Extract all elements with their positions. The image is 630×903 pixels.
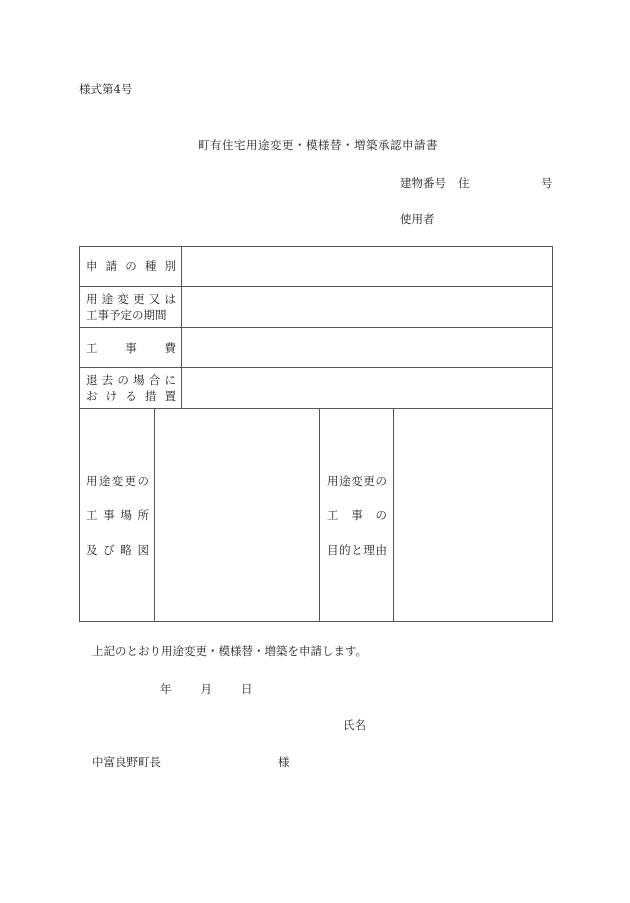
user-label: 使用者	[400, 212, 435, 226]
row-divider	[79, 327, 553, 328]
table-border-bottom	[79, 621, 553, 622]
label-vacate-measures-line2: お け る 措 置	[86, 389, 176, 403]
column-divider	[154, 408, 155, 622]
column-divider	[393, 408, 394, 622]
table-border-left	[79, 246, 80, 622]
building-unit-label: 号	[541, 176, 553, 190]
label-purpose-line2: 工 事 の	[327, 508, 387, 522]
label-construction-cost: 工 事 費	[86, 341, 176, 355]
document-title: 町有住宅用途変更・模様替・増築承認申請書	[198, 138, 438, 152]
label-work-location-line3: 及 び 略 図	[86, 543, 149, 557]
application-statement: 上記のとおり用途変更・模様替・増築を申請します。	[92, 644, 368, 658]
building-address-label: 住	[458, 176, 470, 190]
label-application-type: 申 請 の 種 別	[86, 259, 176, 273]
row-divider	[79, 367, 553, 368]
row-divider	[79, 408, 553, 409]
label-work-location-line2: 工 事 場 所	[86, 508, 149, 522]
addressee: 中富良野町長	[92, 755, 161, 769]
applicant-name-label: 氏名	[343, 718, 366, 732]
label-column-divider	[181, 246, 182, 408]
form-number: 様式第4号	[79, 82, 133, 96]
label-work-location-line1: 用 途 変 更 の	[86, 474, 149, 488]
building-number-label: 建物番号	[400, 176, 446, 190]
month-label: 月	[200, 682, 212, 696]
row-divider	[79, 286, 553, 287]
label-change-period-line2: 工事予定の期間	[86, 308, 167, 322]
day-label: 日	[241, 682, 253, 696]
label-change-period-line1: 用 途 変 更 又 は	[86, 292, 176, 306]
label-purpose-line3: 目 的 と 理 由	[327, 543, 387, 557]
table-border-right	[552, 246, 553, 622]
table-border-top	[79, 246, 553, 247]
column-divider	[319, 408, 320, 622]
label-vacate-measures-line1: 退 去 の 場 合 に	[86, 373, 176, 387]
year-label: 年	[160, 682, 172, 696]
label-purpose-line1: 用 途 変 更 の	[327, 474, 387, 488]
honorific: 様	[278, 755, 290, 769]
date-line	[160, 681, 253, 697]
